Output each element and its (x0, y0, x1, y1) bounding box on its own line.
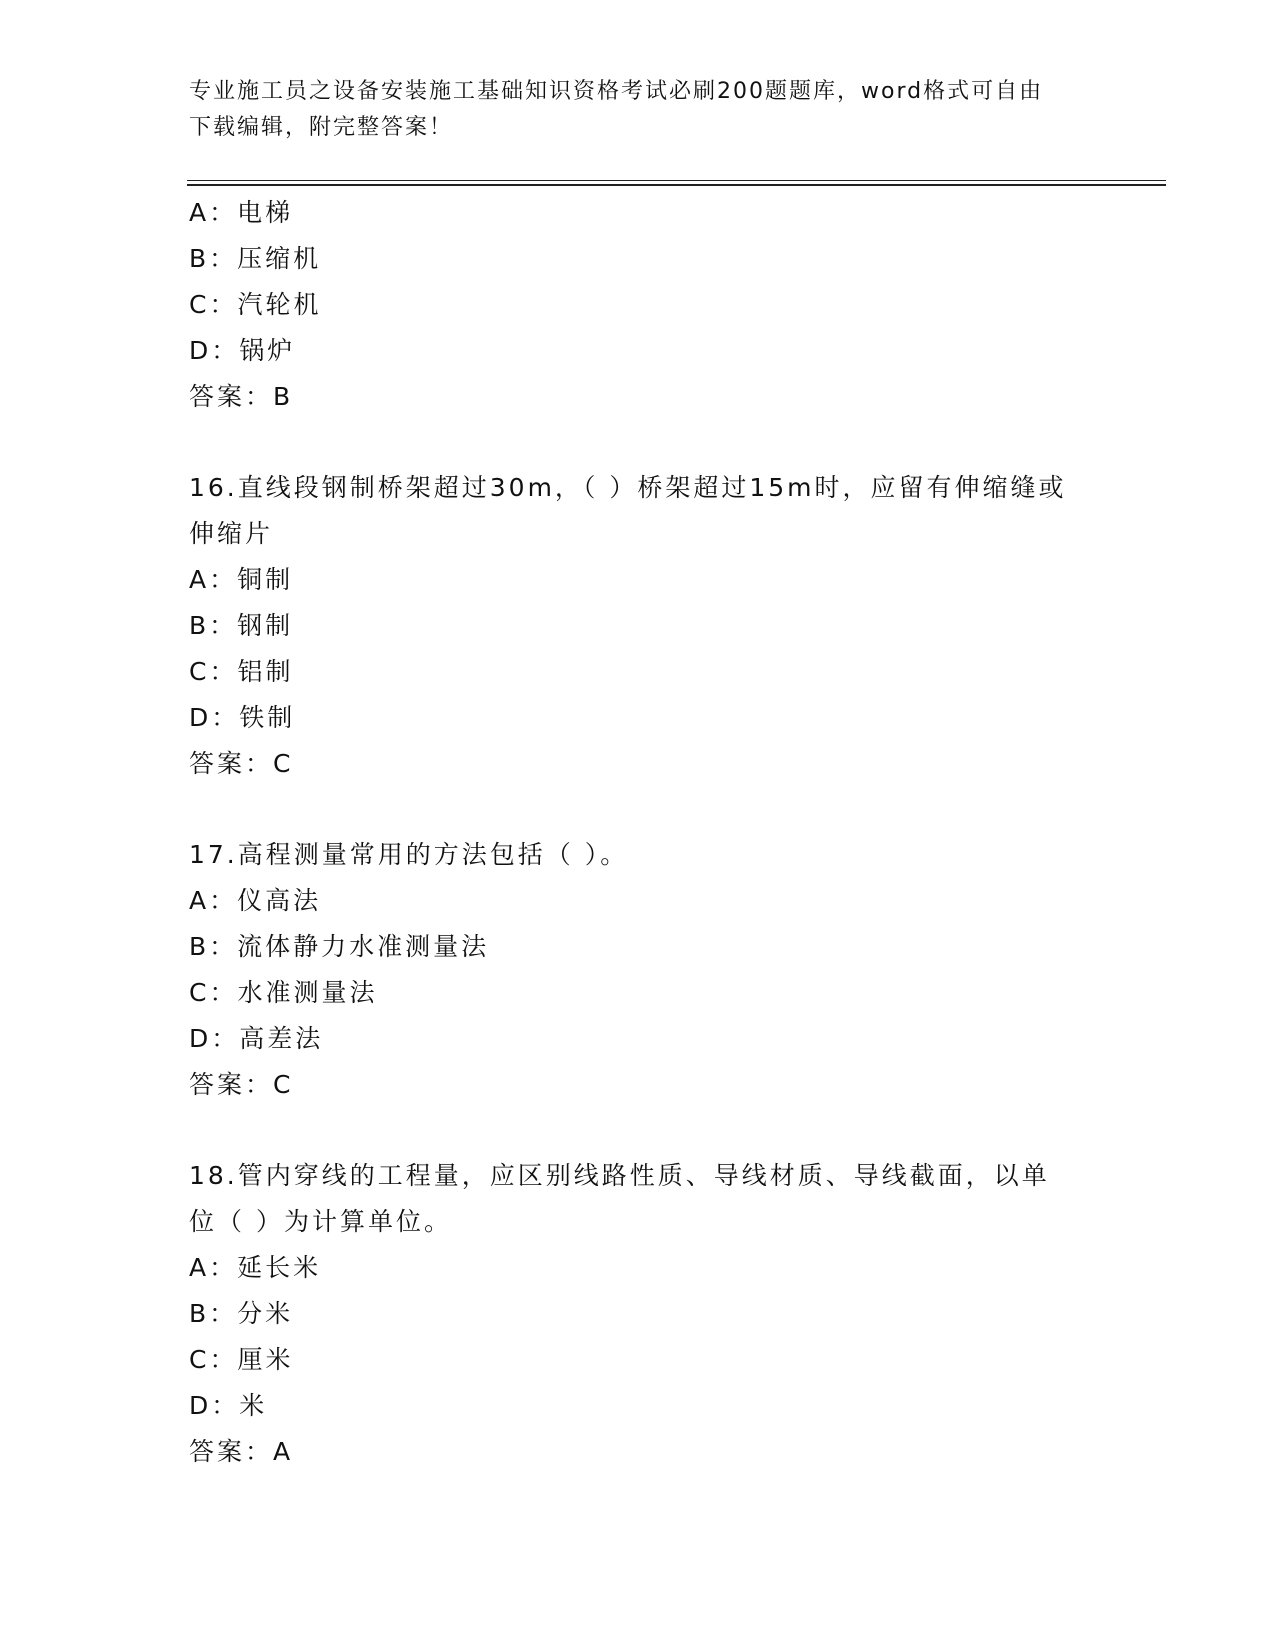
spacer (189, 1108, 1109, 1153)
question-stem: 16.直线段钢制桥架超过30m，（ ）桥架超过15m时，应留有伸缩缝或 (189, 473, 1067, 502)
answer-line: 答案：C (189, 749, 294, 778)
header-divider-thick (187, 184, 1166, 186)
question-stem-continued: 伸缩片 (189, 519, 274, 548)
answer-line: 答案：A (189, 1437, 294, 1466)
question-list (189, 190, 1109, 1475)
header-divider-thin (187, 180, 1166, 181)
question-stem: 17.高程测量常用的方法包括（ ）。 (189, 840, 629, 869)
option-a: A：铜制 (189, 565, 294, 594)
answer-line: 答案：B (189, 382, 294, 411)
header-line-1: 专业施工员之设备安装施工基础知识资格考试必刷200题题库，word格式可自由 (189, 79, 1044, 104)
option-a: A：仪高法 (189, 886, 322, 915)
header-line-2: 下载编辑，附完整答案！ (189, 115, 454, 140)
option-d: D：锅炉 (189, 336, 296, 365)
option-d: D：米 (189, 1391, 268, 1420)
question-block-17 (189, 832, 1109, 1108)
spacer (189, 787, 1109, 832)
option-a: A：延长米 (189, 1253, 322, 1282)
question-stem: 18.管内穿线的工程量，应区别线路性质、导线材质、导线截面，以单 (189, 1161, 1050, 1190)
option-c: C：水准测量法 (189, 978, 378, 1007)
question-block-18 (189, 1153, 1109, 1475)
option-c: C：汽轮机 (189, 290, 322, 319)
option-b: B：压缩机 (189, 244, 322, 273)
option-a: A：电梯 (189, 198, 294, 227)
option-b: B：分米 (189, 1299, 294, 1328)
question-stem-continued: 位（ ）为计算单位。 (189, 1207, 452, 1236)
document-header (189, 74, 1089, 146)
question-block-15 (189, 190, 1109, 420)
option-b: B：钢制 (189, 611, 294, 640)
option-d: D：高差法 (189, 1024, 324, 1053)
question-block-16 (189, 465, 1109, 787)
option-b: B：流体静力水准测量法 (189, 932, 490, 961)
spacer (189, 420, 1109, 465)
option-c: C：厘米 (189, 1345, 294, 1374)
answer-line: 答案：C (189, 1070, 294, 1099)
option-c: C：铝制 (189, 657, 294, 686)
option-d: D：铁制 (189, 703, 296, 732)
